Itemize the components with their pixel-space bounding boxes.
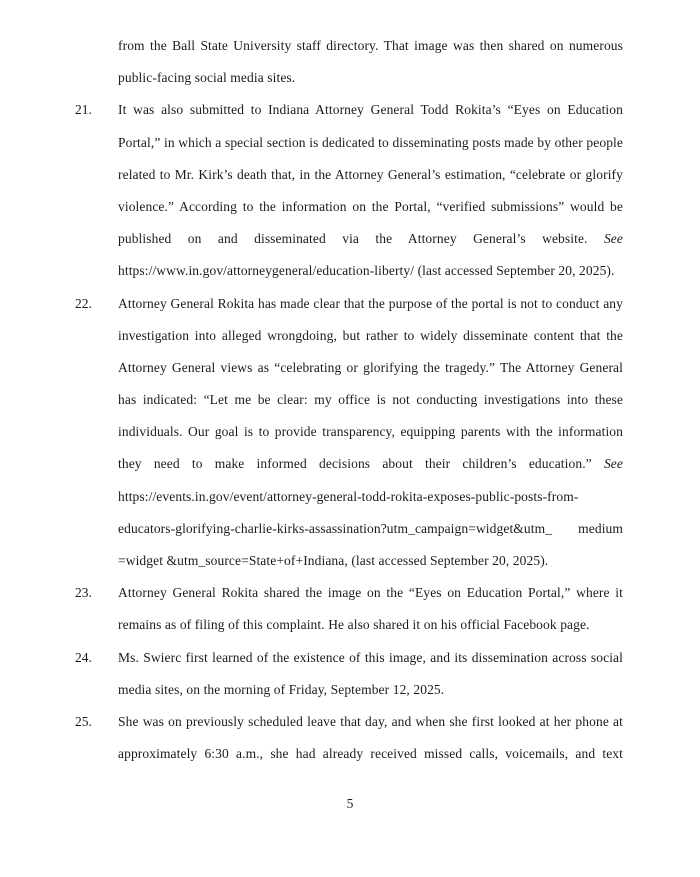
text-line: =widget &utm_source=State+of+Indiana, (last accessed September 20, 2025).: [118, 553, 549, 568]
text-line: It was also submitted to Indiana Attorney General Todd Rokita’s “Eyes on Education: [118, 102, 623, 118]
text-line: Attorney General views as “celebrating or glorifying the tragedy.” The Attorney General: [118, 359, 623, 375]
text-line: public-facing social media sites.: [118, 70, 296, 86]
text-line: media sites, on the morning of Friday, September 12, 2025.: [118, 681, 445, 697]
paragraph-number: 25.: [75, 713, 92, 729]
text-line: violence.” According to the information on the Portal, “verified submissions” would be: [118, 198, 623, 214]
paragraph-number: 24.: [75, 649, 92, 665]
text-line: Ms. Swierc first learned of the existence of this image, and its dissemination across social: [118, 649, 623, 665]
text-line: https://events.in.gov/event/attorney-general-todd-rokita-exposes-public-posts-from-: [118, 488, 579, 504]
text-line: remains as of filing of this complaint. He also shared it on his official Facebook page.: [118, 617, 590, 633]
paragraph: [75, 706, 623, 770]
text-line: educators-glorifying-charlie-kirks-assassination?utm_campaign=widget&utm_ medium: [118, 520, 623, 536]
paragraph-number: 21.: [75, 102, 92, 118]
paragraph: [75, 94, 623, 287]
text-line: related to Mr. Kirk’s death that, in the Attorney General’s estimation, “celebrate or glorify: [118, 166, 623, 182]
text-line: they need to make informed decisions about their children’s education.” See: [118, 456, 623, 472]
page-number: 5: [346, 796, 354, 811]
text-line: Portal,” in which a special section is dedicated to disseminating posts made by other people: [118, 134, 623, 150]
paragraph-number: 23.: [75, 585, 92, 601]
document-body: [75, 30, 623, 770]
paragraph: [75, 288, 623, 578]
text-line: has indicated: “Let me be clear: my office is not conducting investigations into these: [118, 392, 623, 408]
text-line: https://www.in.gov/attorneygeneral/education-liberty/ (last accessed September 20, 2025).: [118, 263, 615, 279]
text-line: She was on previously scheduled leave that day, and when she first looked at her phone at: [118, 713, 623, 729]
text-line: published on and disseminated via the Attorney General’s website. See: [118, 231, 623, 247]
citation-signal: See: [603, 231, 623, 247]
text-line: Attorney General Rokita has made clear that the purpose of the portal is not to conduct any: [118, 295, 623, 311]
citation-signal: See: [603, 456, 623, 472]
text-line: Attorney General Rokita shared the image on the “Eyes on Education Portal,” where it: [118, 585, 623, 601]
paragraph-number: 22.: [75, 295, 92, 311]
text-line: investigation into alleged wrongdoing, but rather to widely disseminate content that the: [118, 327, 623, 343]
paragraph: [75, 642, 623, 706]
text-line: from the Ball State University staff directory. That image was then shared on numerous: [118, 38, 623, 53]
paragraph: [75, 577, 623, 641]
paragraph: [75, 30, 623, 94]
text-line: approximately 6:30 a.m., she had already received missed calls, voicemails, and text: [118, 746, 623, 762]
text-line: individuals. Our goal is to provide transparency, equipping parents with the information: [118, 424, 623, 440]
